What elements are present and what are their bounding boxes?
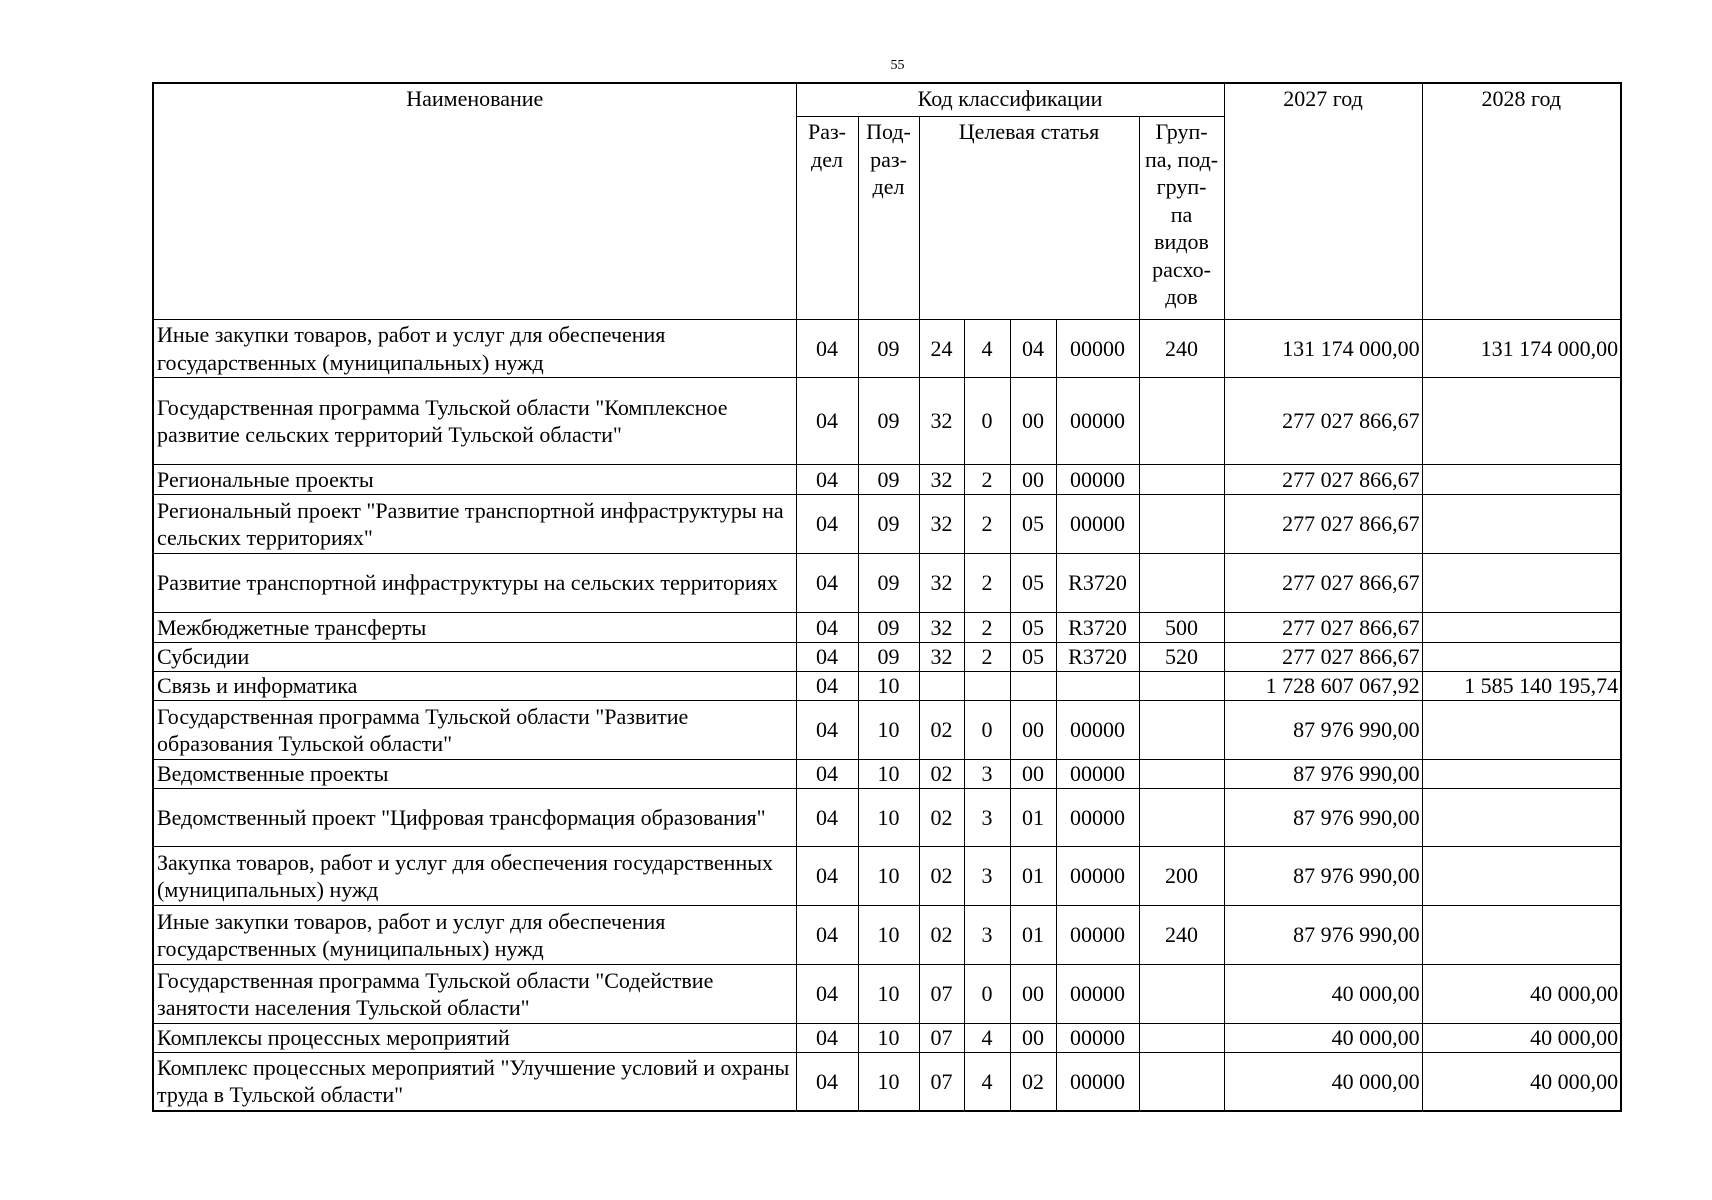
row-razdel: 04 (796, 554, 858, 613)
row-amount-2028 (1422, 643, 1621, 672)
table-row (153, 378, 1621, 465)
page-number: 55 (890, 58, 905, 73)
row-cs-type: 0 (964, 701, 1010, 760)
table-row (153, 495, 1621, 554)
table-row (153, 965, 1621, 1024)
row-cs-direction: 00000 (1056, 1024, 1139, 1053)
row-name: Связь и информатика (153, 672, 796, 701)
row-cs-direction: 00000 (1056, 789, 1139, 847)
row-cs-direction: 00000 (1056, 320, 1139, 378)
row-cs-type (964, 672, 1010, 701)
row-name: Комплекс процессных мероприятий "Улучшение условий и охраны труда в Тульской области" (153, 1053, 796, 1111)
row-vid-rashodov (1139, 965, 1224, 1024)
row-cs-program: 32 (919, 554, 964, 613)
row-cs-type: 3 (964, 760, 1010, 789)
table-row (153, 760, 1621, 789)
table-row (153, 847, 1621, 906)
header-celevaya-statya: Целевая статья (919, 117, 1139, 320)
table-row (153, 643, 1621, 672)
table-row (153, 1024, 1621, 1053)
row-cs-program: 07 (919, 1053, 964, 1111)
row-cs-element: 05 (1010, 495, 1056, 554)
row-cs-program: 02 (919, 906, 964, 965)
row-podrazdel: 10 (858, 847, 919, 906)
row-name: Региональный проект "Развитие транспортной инфраструктуры на сельских территориях" (153, 495, 796, 554)
row-amount-2027: 40 000,00 (1224, 1024, 1422, 1053)
row-vid-rashodov (1139, 554, 1224, 613)
header-gruppa-line: дов (1165, 284, 1198, 309)
row-cs-direction: 00000 (1056, 495, 1139, 554)
row-vid-rashodov: 520 (1139, 643, 1224, 672)
row-cs-element: 00 (1010, 1024, 1056, 1053)
row-razdel: 04 (796, 672, 858, 701)
header-gruppa-line: па, под- (1144, 146, 1219, 172)
header-gruppa-line: Груп- (1155, 119, 1208, 144)
row-vid-rashodov: 500 (1139, 613, 1224, 643)
row-amount-2027: 40 000,00 (1224, 1053, 1422, 1111)
row-amount-2027: 87 976 990,00 (1224, 760, 1422, 789)
header-gruppa-line: расхо- (1152, 256, 1211, 282)
row-cs-direction: R3720 (1056, 554, 1139, 613)
header-year-2027: 2027 год (1224, 83, 1422, 320)
table-row (153, 701, 1621, 760)
row-cs-element: 04 (1010, 320, 1056, 378)
table-row (153, 1053, 1621, 1111)
row-vid-rashodov (1139, 760, 1224, 789)
row-name: Региональные проекты (153, 465, 796, 495)
row-razdel: 04 (796, 643, 858, 672)
row-cs-direction: 00000 (1056, 965, 1139, 1024)
row-razdel: 04 (796, 847, 858, 906)
row-cs-type: 4 (964, 1053, 1010, 1111)
row-vid-rashodov: 240 (1139, 320, 1224, 378)
row-amount-2028 (1422, 760, 1621, 789)
row-podrazdel: 09 (858, 613, 919, 643)
row-razdel: 04 (796, 613, 858, 643)
row-amount-2028 (1422, 378, 1621, 465)
row-cs-program: 02 (919, 701, 964, 760)
row-cs-program: 02 (919, 789, 964, 847)
row-cs-program: 02 (919, 760, 964, 789)
row-cs-type: 3 (964, 906, 1010, 965)
row-name: Ведомственные проекты (153, 760, 796, 789)
row-amount-2027: 87 976 990,00 (1224, 701, 1422, 760)
row-cs-program: 07 (919, 1024, 964, 1053)
row-amount-2027: 277 027 866,67 (1224, 378, 1422, 465)
row-cs-element: 02 (1010, 1053, 1056, 1111)
row-vid-rashodov (1139, 701, 1224, 760)
table-row (153, 789, 1621, 847)
row-podrazdel: 10 (858, 701, 919, 760)
row-cs-type: 2 (964, 465, 1010, 495)
row-cs-type: 2 (964, 554, 1010, 613)
row-podrazdel: 09 (858, 465, 919, 495)
row-cs-direction: 00000 (1056, 847, 1139, 906)
row-amount-2027: 277 027 866,67 (1224, 643, 1422, 672)
table-row (153, 906, 1621, 965)
row-name: Закупка товаров, работ и услуг для обеспечения государственных (муниципальных) нужд (153, 847, 796, 906)
row-vid-rashodov (1139, 495, 1224, 554)
row-amount-2027: 87 976 990,00 (1224, 906, 1422, 965)
row-cs-program: 24 (919, 320, 964, 378)
row-amount-2027: 277 027 866,67 (1224, 465, 1422, 495)
row-cs-type: 4 (964, 320, 1010, 378)
header-name: Наименование (153, 83, 796, 320)
row-amount-2028 (1422, 613, 1621, 643)
header-year-2028: 2028 год (1422, 83, 1621, 320)
row-name: Ведомственный проект "Цифровая трансформация образования" (153, 789, 796, 847)
row-cs-element: 00 (1010, 465, 1056, 495)
row-cs-element (1010, 672, 1056, 701)
row-razdel: 04 (796, 495, 858, 554)
row-vid-rashodov (1139, 1053, 1224, 1111)
row-cs-element: 00 (1010, 701, 1056, 760)
row-cs-element: 05 (1010, 643, 1056, 672)
table-row (153, 613, 1621, 643)
row-cs-element: 00 (1010, 378, 1056, 465)
row-name: Государственная программа Тульской области "Развитие образования Тульской области" (153, 701, 796, 760)
row-podrazdel: 09 (858, 378, 919, 465)
row-cs-direction: 00000 (1056, 378, 1139, 465)
table-row (153, 320, 1621, 378)
header-razdel (796, 117, 858, 320)
header-podrazdel (858, 117, 919, 320)
row-cs-program: 32 (919, 495, 964, 554)
row-vid-rashodov: 200 (1139, 847, 1224, 906)
header-gruppa-line: груп- (1156, 174, 1207, 199)
table-header (153, 83, 1621, 320)
row-cs-element: 05 (1010, 613, 1056, 643)
row-razdel: 04 (796, 1053, 858, 1111)
row-podrazdel: 10 (858, 672, 919, 701)
header-razdel-line: Раз- (807, 119, 847, 144)
row-cs-type: 2 (964, 643, 1010, 672)
row-cs-direction: 00000 (1056, 760, 1139, 789)
budget-table (152, 82, 1622, 1112)
row-podrazdel: 09 (858, 320, 919, 378)
row-amount-2028 (1422, 906, 1621, 965)
row-name: Комплексы процессных мероприятий (153, 1024, 796, 1053)
row-cs-element: 01 (1010, 847, 1056, 906)
row-amount-2027: 40 000,00 (1224, 965, 1422, 1024)
row-vid-rashodov (1139, 1024, 1224, 1053)
row-vid-rashodov (1139, 465, 1224, 495)
header-podrazdel-line: раз- (870, 146, 907, 172)
row-amount-2027: 87 976 990,00 (1224, 847, 1422, 906)
row-cs-type: 0 (964, 965, 1010, 1024)
row-razdel: 04 (796, 378, 858, 465)
table-row (153, 554, 1621, 613)
row-name: Субсидии (153, 643, 796, 672)
row-podrazdel: 10 (858, 965, 919, 1024)
row-cs-type: 2 (964, 613, 1010, 643)
header-classification: Код классификации (796, 83, 1224, 117)
row-cs-element: 05 (1010, 554, 1056, 613)
row-cs-direction: 00000 (1056, 906, 1139, 965)
row-cs-element: 00 (1010, 965, 1056, 1024)
row-amount-2028 (1422, 789, 1621, 847)
row-cs-direction: 00000 (1056, 465, 1139, 495)
row-cs-element: 01 (1010, 906, 1056, 965)
row-cs-program: 32 (919, 643, 964, 672)
row-podrazdel: 09 (858, 495, 919, 554)
row-name: Государственная программа Тульской области "Комплексное развитие сельских территорий Тульской области" (153, 378, 796, 465)
row-amount-2027: 131 174 000,00 (1224, 320, 1422, 378)
row-razdel: 04 (796, 1024, 858, 1053)
row-podrazdel: 10 (858, 789, 919, 847)
row-razdel: 04 (796, 965, 858, 1024)
row-podrazdel: 10 (858, 906, 919, 965)
row-cs-program: 32 (919, 378, 964, 465)
row-vid-rashodov (1139, 789, 1224, 847)
row-name: Межбюджетные трансферты (153, 613, 796, 643)
row-name: Иные закупки товаров, работ и услуг для обеспечения государственных (муниципальных) нужд (153, 320, 796, 378)
row-amount-2028 (1422, 495, 1621, 554)
row-cs-type: 3 (964, 789, 1010, 847)
header-podrazdel-line: дел (872, 174, 905, 199)
row-cs-program: 07 (919, 965, 964, 1024)
row-cs-direction (1056, 672, 1139, 701)
row-razdel: 04 (796, 789, 858, 847)
row-amount-2028: 131 174 000,00 (1422, 320, 1621, 378)
row-cs-direction: 00000 (1056, 1053, 1139, 1111)
row-name: Развитие транспортной инфраструктуры на сельских территориях (153, 554, 796, 613)
row-amount-2027: 277 027 866,67 (1224, 554, 1422, 613)
row-vid-rashodov (1139, 672, 1224, 701)
row-vid-rashodov (1139, 378, 1224, 465)
header-gruppa-vidov-rashodov (1139, 117, 1224, 320)
row-amount-2028 (1422, 554, 1621, 613)
row-podrazdel: 09 (858, 554, 919, 613)
row-vid-rashodov: 240 (1139, 906, 1224, 965)
row-cs-direction: R3720 (1056, 613, 1139, 643)
row-amount-2028: 40 000,00 (1422, 1024, 1621, 1053)
row-podrazdel: 10 (858, 760, 919, 789)
row-cs-type: 4 (964, 1024, 1010, 1053)
row-amount-2028 (1422, 701, 1621, 760)
row-razdel: 04 (796, 906, 858, 965)
row-amount-2028: 40 000,00 (1422, 965, 1621, 1024)
table-row (153, 465, 1621, 495)
header-razdel-line: дел (811, 146, 843, 172)
row-cs-program: 32 (919, 465, 964, 495)
table-row (153, 672, 1621, 701)
row-razdel: 04 (796, 320, 858, 378)
row-amount-2028: 40 000,00 (1422, 1053, 1621, 1111)
row-podrazdel: 09 (858, 643, 919, 672)
row-amount-2028 (1422, 465, 1621, 495)
row-cs-program: 02 (919, 847, 964, 906)
row-name: Иные закупки товаров, работ и услуг для обеспечения государственных (муниципальных) нужд (153, 906, 796, 965)
row-amount-2028: 1 585 140 195,74 (1422, 672, 1621, 701)
table-body (153, 320, 1621, 1111)
row-name: Государственная программа Тульской области "Содействие занятости населения Тульской области" (153, 965, 796, 1024)
row-cs-element: 01 (1010, 789, 1056, 847)
row-podrazdel: 10 (858, 1024, 919, 1053)
row-amount-2027: 277 027 866,67 (1224, 613, 1422, 643)
row-razdel: 04 (796, 465, 858, 495)
row-amount-2027: 277 027 866,67 (1224, 495, 1422, 554)
row-podrazdel: 10 (858, 1053, 919, 1111)
row-cs-program (919, 672, 964, 701)
row-razdel: 04 (796, 760, 858, 789)
row-amount-2027: 87 976 990,00 (1224, 789, 1422, 847)
row-cs-type: 0 (964, 378, 1010, 465)
row-cs-type: 3 (964, 847, 1010, 906)
row-razdel: 04 (796, 701, 858, 760)
header-gruppa-line: па (1170, 201, 1193, 227)
row-cs-element: 00 (1010, 760, 1056, 789)
header-gruppa-line: видов (1154, 229, 1209, 254)
row-cs-direction: R3720 (1056, 643, 1139, 672)
row-amount-2027: 1 728 607 067,92 (1224, 672, 1422, 701)
row-cs-program: 32 (919, 613, 964, 643)
row-amount-2028 (1422, 847, 1621, 906)
header-podrazdel-line: Под- (866, 119, 911, 144)
row-cs-direction: 00000 (1056, 701, 1139, 760)
row-cs-type: 2 (964, 495, 1010, 554)
